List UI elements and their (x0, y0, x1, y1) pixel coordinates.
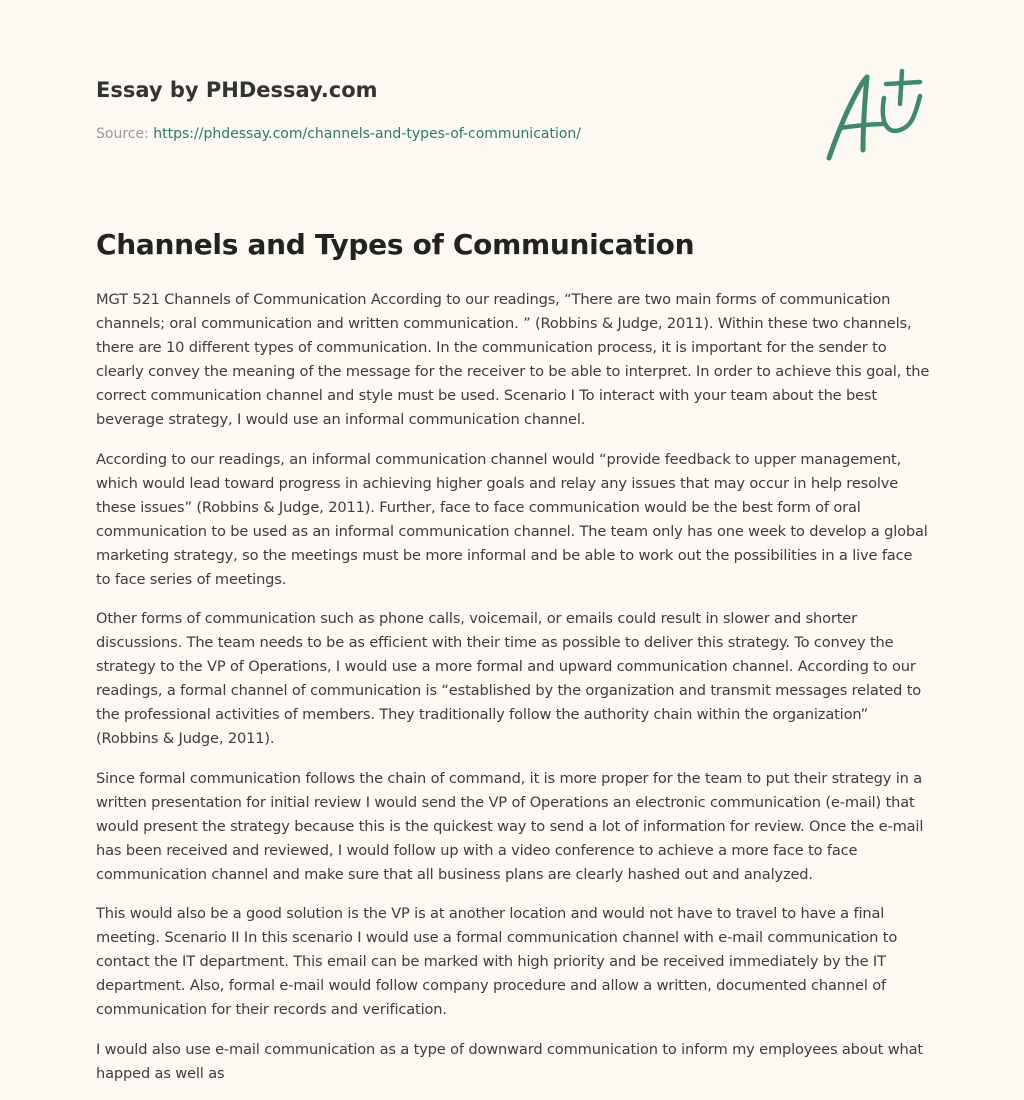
page-header (96, 76, 796, 143)
article (96, 226, 930, 1100)
article-title: Channels and Types of Communication (96, 228, 695, 261)
article-paragraph: According to our readings, an informal communication channel would “provide feedback to upper management, which would lead toward progress in achieving higher goals and relay any issues that may occur in help resolve these issues” (Robbins & Judge, 2011). Further, face to face communication would be the best form of oral communication to be used as an informal communication channel. The team only has one week to develop a global marketing strategy, so the meetings must be more informal and be able to work out the possibilities in a live face to face series of meetings. (96, 450, 928, 588)
article-paragraph: Other forms of communication such as phone calls, voicemail, or emails could result in slower and shorter discussions. The team needs to be as efficient with their time as possible to deliver this strategy. To convey the strategy to the VP of Operations, I would use a more formal and upward communication channel. According to our readings, a formal channel of communication is “established by the organization and transmit messages related to the professional activities of members. They traditionally follow the authority chain within the organization” (Robbins & Judge, 2011). (96, 610, 922, 747)
a-plus-grade-icon (822, 68, 928, 164)
source-line (96, 125, 796, 143)
brand-title: Essay by PHDessay.com (96, 78, 378, 102)
article-paragraph: This would also be a good solution is the VP is at another location and would not have to travel to have a final meeting. Scenario II In this scenario I would use a formal communication channel with e-mail communication to contact the IT department. This email can be marked with high priority and be received immediately by the IT department. Also, formal e-mail would follow company procedure and allow a written, documented channel of communication for their records and verification. (96, 905, 898, 1018)
source-link[interactable]: https://phdessay.com/channels-and-types-of-communication/ (153, 126, 582, 142)
article-paragraph: I would also use e-mail communication as a type of downward communication to inform my employees about what happed as well as (96, 1040, 923, 1082)
source-label: Source: (96, 126, 154, 142)
article-paragraph: MGT 521 Channels of Communication According to our readings, “There are two main forms of communication channels; oral communication and written communication. ” (Robbins & Judge, 2011). Within these two channels, there are 10 different types of communication. In the communication process, it is important for the sender to clearly convey the meaning of the message for the receiver to be able to interpret. In order to achieve this goal, the correct communication channel and style must be used. Scenario I To interact with your team about the best beverage strategy, I would use an informal communication channel. (96, 291, 930, 428)
article-paragraph: Since formal communication follows the chain of command, it is more proper for the team to put their strategy in a written presentation for initial review I would send the VP of Operations an electronic communication (e-mail) that would present the strategy because this is the quickest way to send a lot of information for review. Once the e-mail has been received and reviewed, I would follow up with a video conference to achieve a more face to face communication channel and make sure that all business plans are clearly hashed out and analyzed. (96, 769, 924, 883)
